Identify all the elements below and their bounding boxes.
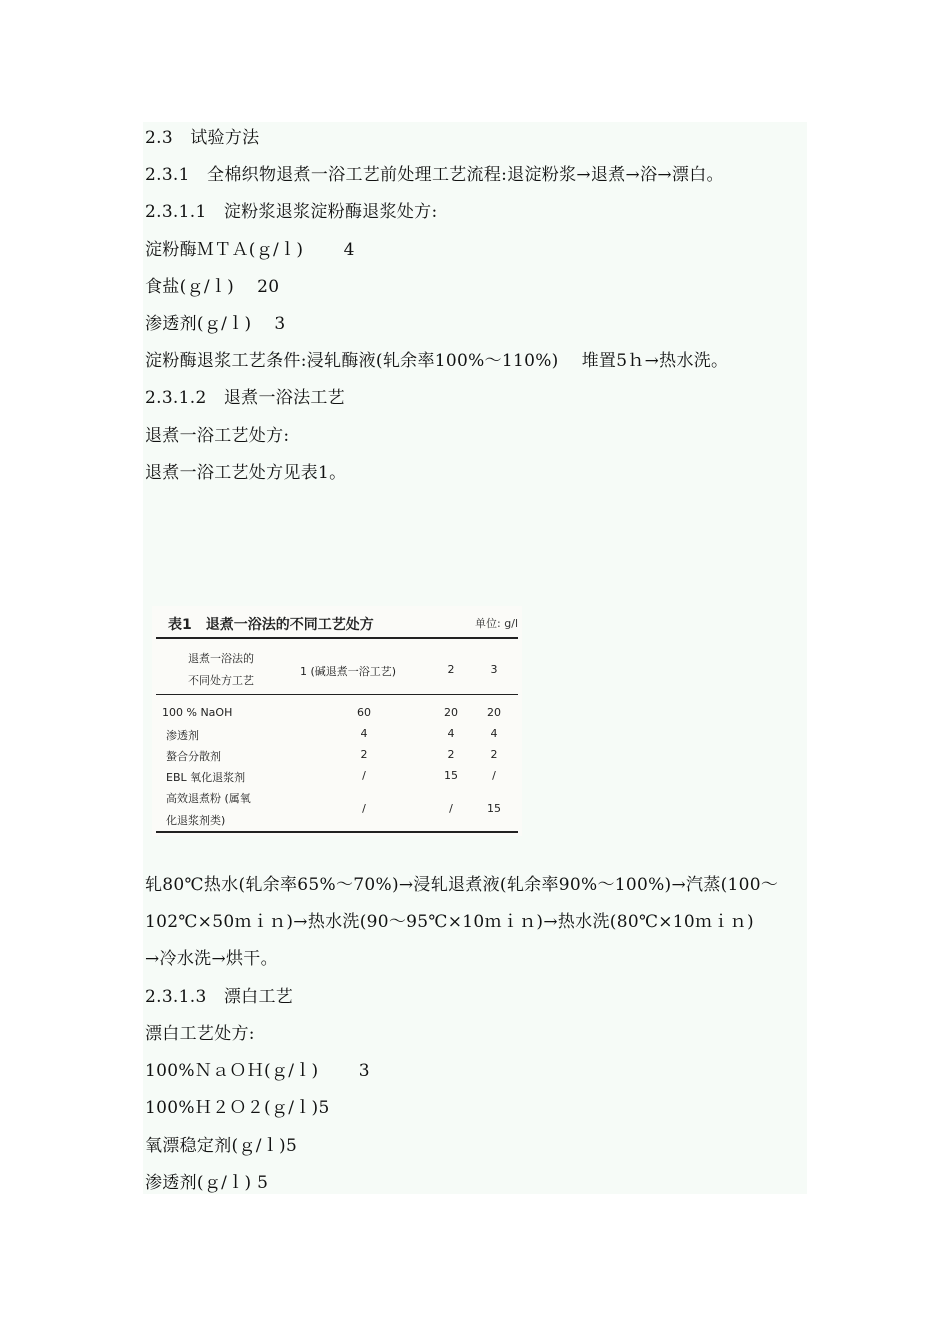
- table-cell: 2: [447, 748, 455, 761]
- table-cell: 2: [360, 748, 368, 761]
- recipe-table-image: [152, 606, 522, 836]
- table-cell: /: [492, 769, 496, 782]
- recipe-label: 退煮一浴工艺处方:: [145, 426, 290, 446]
- bleach-line-stabilizer: 氧漂稳定剂(ｇ/ｌ)5: [145, 1136, 298, 1156]
- table-header-rule: [156, 694, 518, 695]
- table-cell: /: [362, 802, 366, 815]
- table-row-label: 100 % NaOH: [162, 706, 233, 719]
- table-header-line2: 不同处方工艺: [188, 674, 254, 687]
- recipe-line-penetrant: 渗透剂(ｇ/ｌ) 3: [145, 314, 286, 334]
- table-row-label: 渗透剂: [166, 729, 199, 742]
- table-row-label: 高效退煮粉 (属氧: [166, 792, 251, 805]
- bleach-line-penetrant: 渗透剂(ｇ/ｌ) 5: [145, 1173, 269, 1193]
- table-header-line1: 退煮一浴法的: [188, 652, 254, 665]
- process-line-3: →冷水洗→烘干。: [145, 949, 278, 969]
- table-cell: 4: [447, 727, 455, 740]
- recipe-line-salt: 食盐(ｇ/ｌ) 20: [145, 277, 280, 297]
- table-top-rule: [156, 637, 518, 639]
- table-cell: 20: [487, 706, 501, 719]
- table-col-2: 2: [447, 663, 455, 676]
- table-cell: /: [362, 769, 366, 782]
- section-heading-2-3-1-3: 2.3.1.3 漂白工艺: [145, 987, 294, 1007]
- bleach-line-h2o2: 100%Ｈ２Ｏ２(ｇ/ｌ)5: [145, 1098, 330, 1118]
- table-cell: 4: [360, 727, 368, 740]
- process-flow-line: 2.3.1 全棉织物退煮一浴工艺前处理工艺流程:退淀粉浆→退煮→浴→漂白。: [145, 165, 724, 185]
- table-unit: 单位: g/l: [475, 617, 518, 630]
- process-line-2: 102℃×50ｍｉｎ)→热水洗(90～95℃×10ｍｉｎ)→热水洗(80℃×10ｍｉｎ): [145, 912, 754, 932]
- table-bottom-rule: [156, 831, 518, 833]
- table-cell: 20: [444, 706, 458, 719]
- table-row-label: 螯合分散剂: [166, 750, 221, 763]
- table-title: 表1 退煮一浴法的不同工艺处方: [168, 617, 374, 633]
- table-row-label: EBL 氧化退浆剂: [166, 771, 246, 784]
- table-cell: 4: [490, 727, 498, 740]
- table-cell: 2: [490, 748, 498, 761]
- table-cell: /: [449, 802, 453, 815]
- table-cell: 60: [357, 706, 371, 719]
- recipe-reference: 退煮一浴工艺处方见表1。: [145, 463, 347, 483]
- section-heading-2-3-1-1: 2.3.1.1 淀粉浆退浆淀粉酶退浆处方:: [145, 202, 438, 222]
- recipe-line-mta: 淀粉酶ＭＴＡ(ｇ/ｌ) 4: [145, 240, 355, 260]
- table-col-1: 1 (碱退煮一浴工艺): [300, 665, 397, 678]
- bleach-line-naoh: 100%ＮａＯＨ(ｇ/ｌ) 3: [145, 1061, 370, 1081]
- bleach-recipe-label: 漂白工艺处方:: [145, 1024, 255, 1044]
- process-line-1: 轧80℃热水(轧余率65%～70%)→浸轧退煮液(轧余率90%～100%)→汽蒸(100～: [145, 875, 779, 895]
- section-heading-2-3: 2.3 试验方法: [145, 128, 260, 148]
- table-row-label-cont: 化退浆剂类): [166, 814, 226, 827]
- section-heading-2-3-1-2: 2.3.1.2 退煮一浴法工艺: [145, 388, 345, 408]
- table-cell: 15: [487, 802, 501, 815]
- table-cell: 15: [444, 769, 458, 782]
- desizing-conditions: 淀粉酶退浆工艺条件:浸轧酶液(轧余率100%～110%) 堆置5ｈ→热水洗。: [145, 351, 729, 371]
- table-col-3: 3: [490, 663, 498, 676]
